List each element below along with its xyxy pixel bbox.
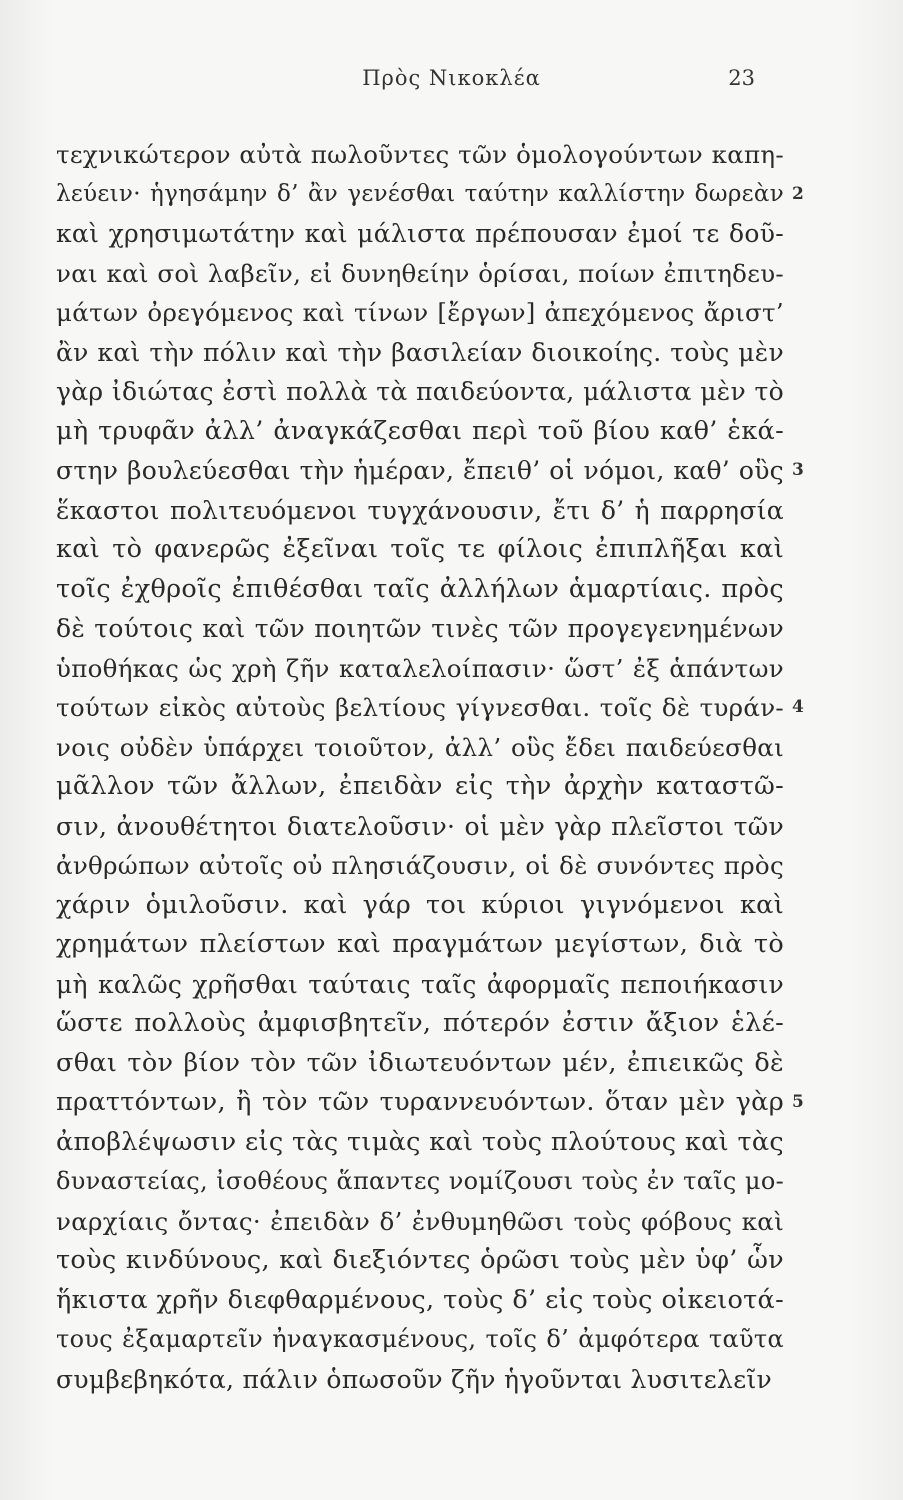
text-line (56, 570, 784, 610)
text-line (56, 886, 784, 926)
line-text: τούτων εἰκὸς αὐτοὺς βελτίους γίγνεσθαι. τοῖς δὲ τυράν- (56, 693, 784, 722)
text-line (56, 767, 784, 807)
line-text: ἕκαστοι πολιτευόμενοι τυγχάνουσιν, ἔτι δ’ ἡ παρρησία (56, 495, 784, 525)
section-number: 4 (792, 697, 805, 717)
line-text: τους ἐξαμαρτεῖν ἠναγκασμένους, τοῖς δ’ ἀμφότερα ταῦτα (56, 1325, 784, 1353)
line-text: μάτων ὀρεγόμενος καὶ τίνων [ἔργων] ἀπεχόμενος ἄριστ’ (56, 298, 784, 327)
line-text: μᾶλλον τῶν ἄλλων, ἐπειδὰν εἰς τὴν ἀρχὴν καταστῶ- (56, 771, 784, 801)
line-text: τοὺς κινδύνους, καὶ διεξιόντες ὁρῶσι τοὺς μὲν ὑφ’ ὧν (56, 1245, 784, 1275)
text-line (56, 925, 784, 965)
text-line (56, 846, 784, 886)
body-text (56, 135, 805, 1399)
text-line (56, 728, 784, 768)
line-text: ἂν καὶ τὴν πόλιν καὶ τὴν βασιλείαν διοικοίης. τοὺς μὲν (56, 337, 784, 367)
text-line (56, 451, 805, 491)
line-text: τοῖς ἐχθροῖς ἐπιθέσθαι ταῖς ἀλλήλων ἁμαρτίαις. πρὸς (56, 573, 784, 604)
line-text: χρημάτων πλείστων καὶ πραγμάτων μεγίστων, διὰ τὸ (56, 929, 784, 959)
line-text: ναι καὶ σοὶ λαβεῖν, εἰ δυνηθείην ὁρίσαι, ποίων ἐπιτηδευ- (56, 258, 784, 288)
text-line (56, 1004, 784, 1044)
line-text: σθαι τὸν βίον τὸν τῶν ἰδιωτευόντων μέν, ἐπιεικῶς δὲ (56, 1047, 784, 1078)
text-line (56, 530, 784, 570)
line-text: λεύειν· ἡγησάμην δ’ ἂν γενέσθαι ταύτην καλλίστην δωρεὰν (56, 180, 784, 207)
running-title: Πρὸς Νικοκλέα (362, 66, 541, 90)
line-text: νοις οὐδὲν ὑπάρχει τοιοῦτον, ἀλλ’ οὓς ἔδει παιδεύεσθαι (56, 732, 784, 762)
text-line (56, 254, 784, 294)
text-line (56, 1083, 805, 1123)
text-line (56, 1044, 784, 1084)
line-text: ἀνθρώπων αὐτοῖς οὐ πλησιάζουσιν, οἱ δὲ συνόντες πρὸς (56, 851, 784, 880)
text-line (56, 412, 784, 452)
line-text: δυναστείας, ἰσοθέους ἅπαντες νομίζουσι τοὺς ἐν ταῖς μο- (56, 1167, 784, 1195)
page-number: 23 (728, 66, 755, 90)
text-line (56, 965, 784, 1005)
text-line (56, 1162, 784, 1202)
line-text: συμβεβηκότα, πάλιν ὁπωσοῦν ζῆν ἡγοῦνται λυσιτελεῖν (56, 1364, 773, 1394)
text-line (56, 807, 784, 847)
line-text: ἥκιστα χρῆν διεφθαρμένους, τοὺς δ’ εἰς τοὺς οἰκειοτά- (56, 1284, 784, 1315)
section-number: 3 (792, 460, 805, 480)
line-text: δὲ τούτοις καὶ τῶν ποιητῶν τινὲς τῶν προγεγενημένων (56, 614, 784, 643)
text-line (56, 1241, 784, 1281)
text-line (56, 688, 805, 728)
line-text: καὶ χρησιμωτάτην καὶ μάλιστα πρέπουσαν ἐμοί τε δοῦ- (56, 219, 784, 248)
text-line (56, 214, 784, 254)
text-line (56, 1281, 784, 1321)
line-text: στην βουλεύεσθαι τὴν ἡμέραν, ἔπειθ’ οἱ νόμοι, καθ’ οὓς (56, 456, 784, 485)
text-line (56, 649, 784, 689)
line-text: χάριν ὁμιλοῦσιν. καὶ γάρ τοι κύριοι γιγνόμενοι καὶ (56, 889, 784, 920)
line-text: καὶ τὸ φανερῶς ἐξεῖναι τοῖς τε φίλοις ἐπιπλῆξαι καὶ (56, 534, 784, 564)
text-line (56, 333, 784, 373)
line-text: ναρχίαις ὄντας· ἐπειδὰν δ’ ἐνθυμηθῶσι τοὺς φόβους καὶ (56, 1206, 784, 1236)
line-text: σιν, ἀνουθέτητοι διατελοῦσιν· οἱ μὲν γὰρ πλεῖστοι τῶν (56, 811, 784, 841)
text-line (56, 135, 784, 175)
running-head (0, 66, 903, 96)
text-line (56, 175, 805, 215)
line-text: γὰρ ἰδιώτας ἐστὶ πολλὰ τὰ παιδεύοντα, μάλιστα μὲν τὸ (56, 377, 784, 406)
text-line (56, 1360, 784, 1400)
line-text: ἀποβλέψωσιν εἰς τὰς τιμὰς καὶ τοὺς πλούτους καὶ τὰς (56, 1126, 784, 1157)
text-line (56, 1320, 784, 1360)
line-text: μὴ καλῶς χρῆσθαι ταύταις ταῖς ἀφορμαῖς πεποιήκασιν (56, 969, 784, 999)
line-text: πραττόντων, ἢ τὸν τῶν τυραννευόντων. ὅταν μὲν γὰρ (56, 1087, 784, 1117)
text-line (56, 491, 784, 531)
text-line (56, 1123, 784, 1163)
section-number: 5 (792, 1092, 805, 1112)
line-text: τεχνικώτερον αὐτὰ πωλοῦντες τῶν ὁμολογούντων καπη- (56, 140, 784, 169)
text-line (56, 293, 784, 333)
line-text: ὥστε πολλοὺς ἀμφισβητεῖν, πότερόν ἐστιν ἄξιον ἑλέ- (56, 1008, 784, 1038)
text-line (56, 1202, 784, 1242)
section-number: 2 (792, 183, 805, 204)
line-text: ὑποθήκας ὡς χρὴ ζῆν καταλελοίπασιν· ὥστ’ ἐξ ἁπάντων (56, 653, 784, 683)
line-text: μὴ τρυφᾶν ἀλλ’ ἀναγκάζεσθαι περὶ τοῦ βίου καθ’ ἑκά- (56, 415, 784, 446)
text-line (56, 609, 784, 649)
text-line (56, 372, 784, 412)
